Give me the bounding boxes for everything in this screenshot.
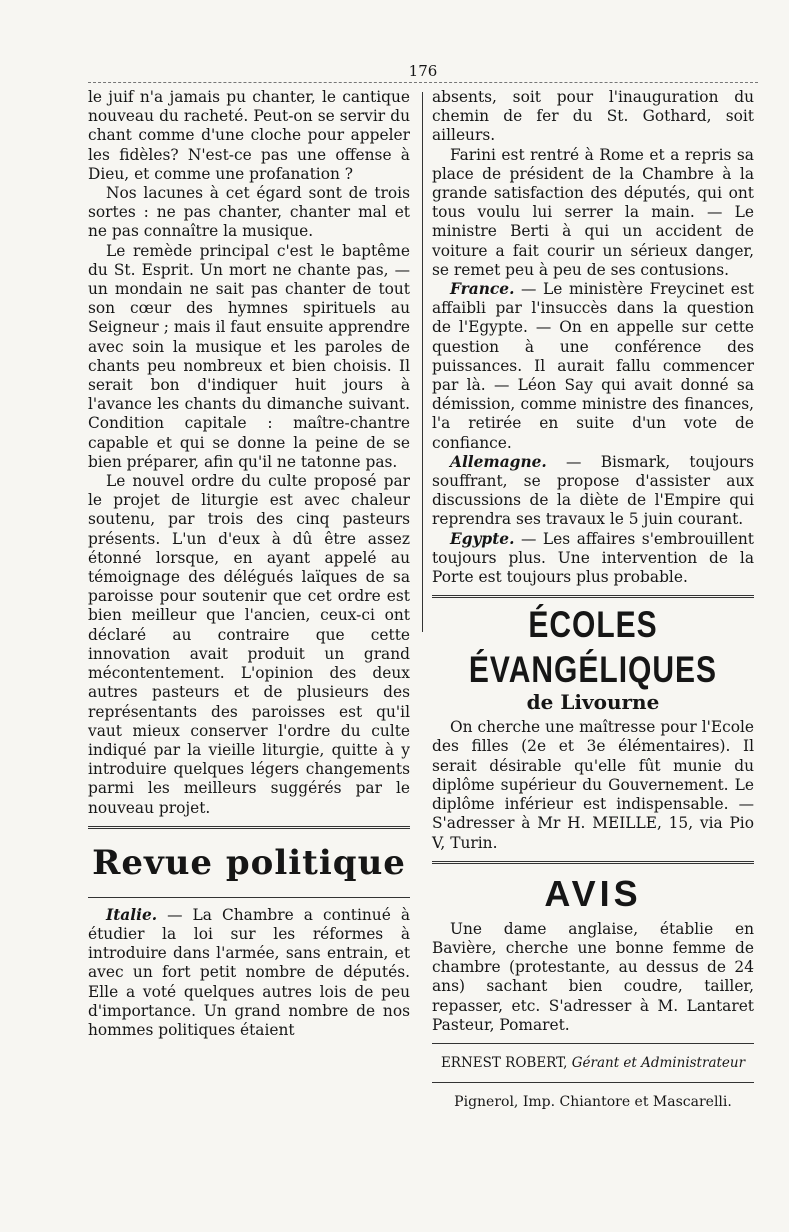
gerant-role: Gérant et Administrateur — [571, 1054, 746, 1071]
paragraph: Le nouvel ordre du culte proposé par le projet de liturgie est avec chaleur soutenu, par trois des cinq pasteurs présents. L'un d'eux à dû être assez étonné lorsque, en ayant appelé au témoignage des délégués laïques de sa paroisse pour soutenir que cet ordre est bien meilleur que l'ancien, ceux-ci ont déclaré au contraire que cette innovation avait produit un grand mécontentement. L'opinion des deux autres pasteurs et de plusieurs des représentants des paroisses est qu'il vaut mieux conserver l'ordre du culte indiqué par la vieille liturgie, quitte à y introduire quelques légers changements parmi les meilleurs suggérés par le nouveau projet. — [88, 472, 410, 817]
italie-paragraph — [88, 906, 410, 1040]
page-header — [88, 60, 758, 83]
allemagne-text: — Bismark, toujours souffrant, se propose d'assister aux discussions de la diète de l'Empire qui reprendra ses travaux le 5 juin courant. — [432, 452, 754, 529]
ecoles-subtitle: de Livourne — [526, 690, 660, 715]
egypte-label: Egypte. — [450, 529, 515, 548]
egypte-text: — Les affaires s'embrouillent toujours plus. Une intervention de la Porte est toujours plus probable. — [432, 529, 754, 587]
right-column — [432, 88, 754, 1113]
italie-text: — La Chambre a continué à étudier la loi sur les réformes à introduire dans l'armée, sans entrain, et avec un fort petit nombre de députés. Elle a voté quelques autres lois de peu d'importance. Un grand nombre de nos hommes politiques étaient — [88, 905, 410, 1039]
gerant-line — [432, 1052, 754, 1074]
paragraph: Farini est rentré à Rome et a repris sa place de président de la Chambre à la grande satisfaction des députés, qui ont tous voulu lui serrer la main. — Le ministre Berti à qui un accident de voiture a fait courir un sérieux danger, se remet peu à peu de ses contusions. — [432, 145, 754, 279]
paragraph: Le remède principal c'est le baptême du St. Esprit. Un mort ne chante pas, — un mondain ne sait pas chanter de tout son cœur des hymnes spirituels au Seigneur ; mais il faut ensuite apprendre avec soin la musique et les paroles de chants peu nombreux et bien choisis. Il serait bon d'indiquer huit jours à l'avance les chants du dimanche suivant. Condition capitale : maître-chantre capable et qui se donne la peine de se bien préparer, afin qu'il ne tatonne pas. — [88, 241, 410, 471]
allemagne-paragraph — [432, 453, 754, 530]
france-label: France. — [450, 280, 515, 299]
page-number: 176 — [408, 62, 438, 80]
section-rule — [88, 897, 410, 898]
avis-title: AVIS — [544, 872, 642, 914]
ecoles-title: ÉCOLES ÉVANGÉLIQUES — [468, 604, 718, 691]
paragraph: absents, soit pour l'inauguration du chemin de fer du St. Gothard, soit ailleurs. — [432, 88, 754, 145]
ecoles-text: On cherche une maîtresse pour l'Ecole des filles (2e et 3e élémentaires). Il serait désirable qu'elle fût munie du diplôme supérieur du Gouvernement. Le diplôme inférieur est indispensable. — S'adresser à Mr H. MEILLE, 15, via Pio V, Turin. — [432, 718, 754, 852]
egypte-paragraph — [432, 530, 754, 588]
paragraph: Nos lacunes à cet égard sont de trois sortes : ne pas chanter, chanter mal et ne pas connaître la musique. — [88, 184, 410, 241]
section-rule — [432, 861, 754, 864]
revue-politique-title: Revue politique — [92, 842, 406, 883]
section-rule — [88, 826, 410, 829]
section-rule — [432, 1043, 754, 1044]
allemagne-label: Allemagne. — [450, 452, 547, 471]
italie-label: Italie. — [106, 905, 158, 924]
section-rule — [432, 1082, 754, 1083]
avis-text: Une dame anglaise, établie en Bavière, cherche une bonne femme de chambre (protestante, au dessus de 24 ans) sachant bien coudre, tailler, repasser, etc. S'adresser à M. Lantaret Pasteur, Pomaret. — [432, 919, 754, 1034]
france-paragraph — [432, 280, 754, 453]
paragraph: le juif n'a jamais pu chanter, le cantique nouveau du racheté. Peut-on se servir du chant comme d'une cloche pour appeler les fidèles? N'est-ce pas une offense à Dieu, et comme une profanation ? — [88, 88, 410, 183]
column-divider — [422, 92, 423, 632]
printer-line: Pignerol, Imp. Chiantore et Mascarelli. — [454, 1093, 732, 1110]
gerant-name: ERNEST ROBERT, — [440, 1054, 568, 1071]
france-text: — Le ministère Freycinet est affaibli par l'insuccès dans la question de l'Egypte. — On en appelle sur cette question à une conférence des puissances. Il aurait fallu commencer par là. — Léon Say qui avait donné sa démission, comme ministre des finances, l'a retirée en suite d'un vote de confiance. — [432, 280, 754, 452]
left-column — [88, 88, 410, 1040]
section-rule — [432, 595, 754, 598]
